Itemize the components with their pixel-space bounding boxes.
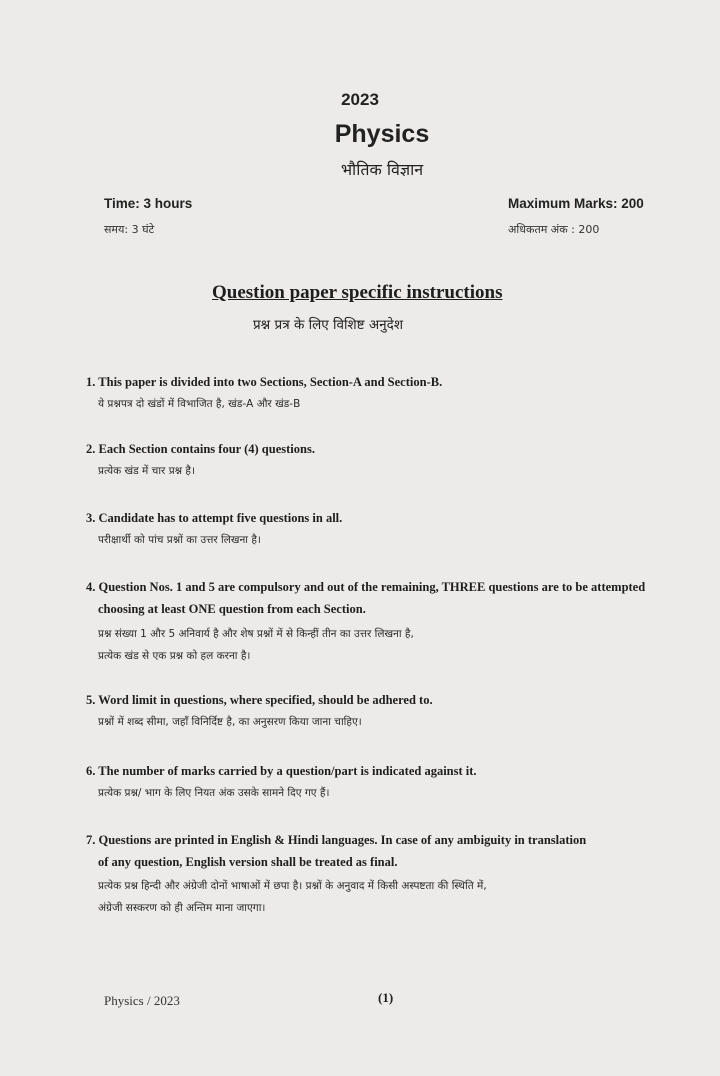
time-label-hindi: समय: 3 घंटे bbox=[104, 223, 155, 236]
instructions-heading-hindi: प्रश्न प्रत्र के लिए विशिष्ट अनुदेश bbox=[253, 317, 404, 333]
max-marks-label-hindi: अधिकतम अंक : 200 bbox=[508, 223, 600, 236]
footer-paper-name: Physics / 2023 bbox=[104, 993, 180, 1008]
time-label: Time: 3 hours bbox=[104, 196, 193, 211]
instruction-en: 6. The number of marks carried by a question/part is indicated against it. bbox=[86, 764, 477, 778]
subject-title-hindi: भौतिक विज्ञान bbox=[340, 160, 424, 179]
instruction-en: choosing at least ONE question from each Section. bbox=[98, 602, 366, 616]
instruction-en: 4. Question Nos. 1 and 5 are compulsory and out of the remaining, THREE questions are to be attempted bbox=[86, 580, 646, 594]
instruction-en: 1. This paper is divided into two Sections, Section-A and Section-B. bbox=[86, 375, 443, 389]
instruction-item-3 bbox=[86, 507, 696, 551]
instruction-hi: प्रश्न संख्या 1 और 5 अनिवार्य है और शेष प्रश्नों में से किन्हीं तीन का उत्तर लिखना है, bbox=[98, 628, 414, 640]
instruction-item-2 bbox=[86, 438, 696, 482]
instruction-hi: प्रश्नों में शब्द सीमा, जहाँ विनिर्दिष्ट है, का अनुसरण किया जाना चाहिए। bbox=[98, 716, 362, 728]
instruction-en: 3. Candidate has to attempt five questions in all. bbox=[86, 511, 343, 525]
exam-year: 2023 bbox=[341, 90, 379, 109]
max-marks-label: Maximum Marks: 200 bbox=[508, 196, 644, 211]
instruction-item-5 bbox=[86, 689, 696, 733]
subject-title: Physics bbox=[334, 120, 430, 148]
instructions-heading: Question paper specific instructions bbox=[212, 282, 503, 303]
page-number: (1) bbox=[378, 990, 394, 1005]
instruction-hi: प्रत्येक प्रश्न/ भाग के लिए नियत अंक उसके सामने दिए गए हैं। bbox=[98, 787, 330, 799]
instruction-hi: प्रत्येक खंड से एक प्रश्न को हल करना है। bbox=[98, 650, 251, 662]
instruction-item-4 bbox=[86, 576, 696, 667]
instruction-item-1 bbox=[86, 371, 696, 415]
instruction-hi: परीक्षार्थी को पांच प्रश्नों का उत्तर लिखना है। bbox=[98, 534, 261, 546]
instruction-en: 7. Questions are printed in English & Hindi languages. In case of any ambiguity in translation bbox=[86, 833, 587, 847]
instruction-en: of any question, English version shall be treated as final. bbox=[98, 855, 398, 869]
instruction-item-6 bbox=[86, 760, 696, 804]
instruction-hi: ये प्रश्नपत्र दो खंडों में विभाजित है, खंड-A और खंड-B bbox=[98, 398, 301, 410]
instruction-en: 5. Word limit in questions, where specified, should be adhered to. bbox=[86, 693, 433, 707]
instruction-en: 2. Each Section contains four (4) questions. bbox=[86, 442, 315, 456]
instruction-hi: अंग्रेजी सस्करण को ही अन्तिम माना जाएगा। bbox=[98, 902, 266, 914]
instruction-hi: प्रत्येक प्रश्न हिन्दी और अंग्रेजी दोनों भाषाओं में छपा है। प्रश्नों के अनुवाद में किसी अस्पष्टता की स्थिति में, bbox=[98, 880, 487, 892]
instruction-hi: प्रत्येक खंड में चार प्रश्न है। bbox=[98, 465, 195, 477]
instruction-item-7 bbox=[86, 829, 696, 919]
